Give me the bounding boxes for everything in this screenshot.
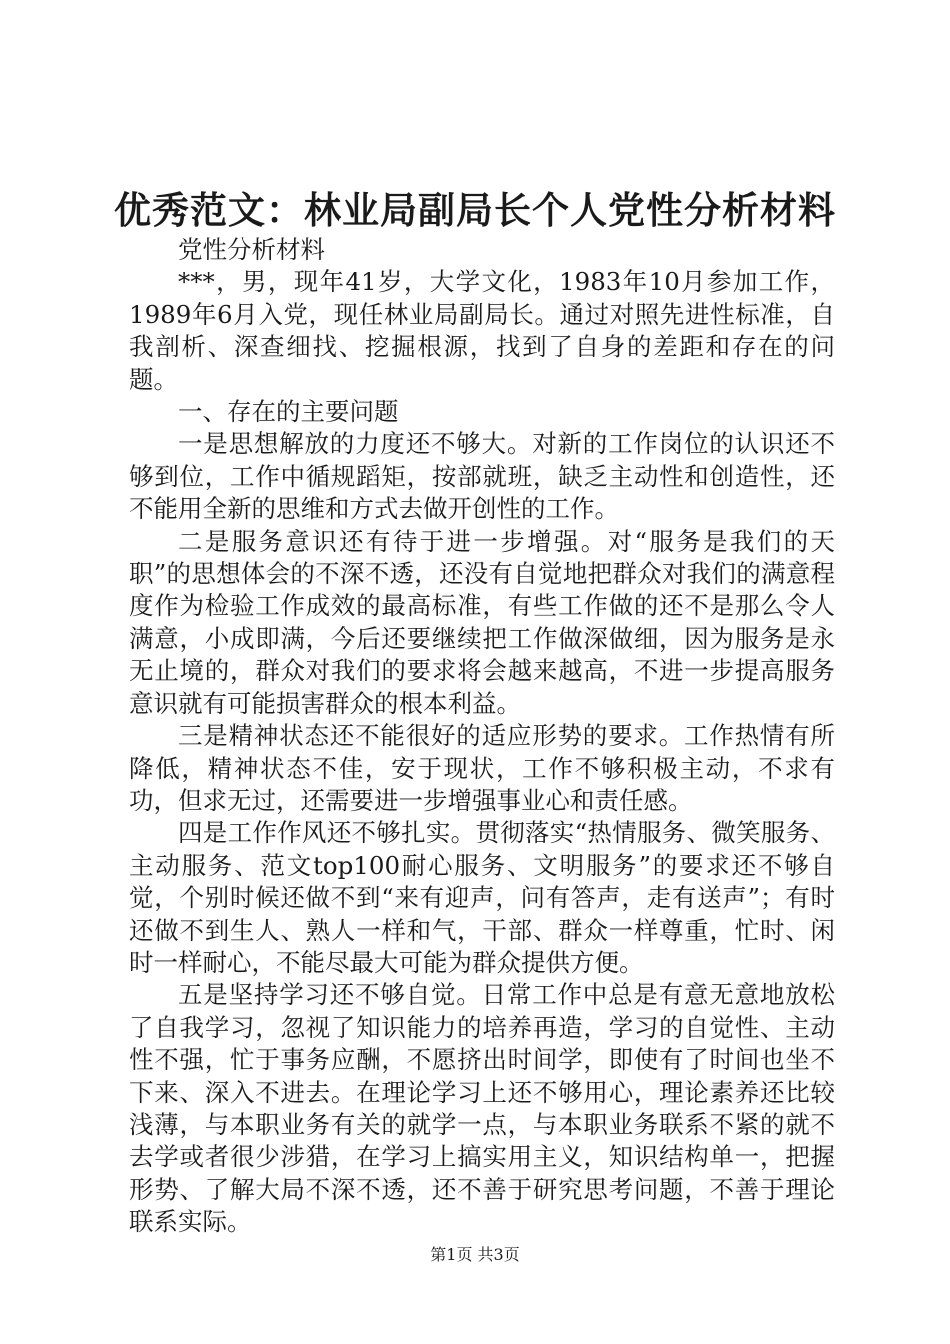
- paragraph-problem-4: 四是工作作风还不够扎实。贯彻落实“热情服务、微笑服务、主动服务、范文top100耐心服务、文明服务”的要求还不够自觉，个别时候还做不到“来有迎声，问有答声，走有送声”；有时还做不到生人、熟人一样和气，干部、群众一样尊重，忙时、闲时一样耐心，不能尽最大可能为群众提供方便。: [129, 818, 835, 977]
- page-number-footer: 第1页 共3页: [430, 1245, 520, 1264]
- section-heading-problems: 一、存在的主要问题: [178, 397, 399, 427]
- paragraph-problem-2: 二是服务意识还有待于进一步增强。对“服务是我们的天职”的思想体会的不深不透，还没有自觉地把群众对我们的满意程度作为检验工作成效的最高标准，有些工作做的还不是那么令人满意，小成即满，今后还要继续把工作做深做细，因为服务是永无止境的，群众对我们的要求将会越来越高，不进一步提高服务意识就有可能损害群众的根本利益。: [129, 526, 835, 718]
- paragraph-profile: ***，男，现年41岁，大学文化，1983年10月参加工作，1989年6月入党，现任林业局副局长。通过对照先进性标准，自我剖析、深查细找、挖掘根源，找到了自身的差距和存在的问题。: [129, 267, 835, 394]
- paragraph-subtitle: 党性分析材料: [178, 235, 325, 264]
- document-body: [129, 234, 835, 1239]
- paragraph-problem-1: 一是思想解放的力度还不够大。对新的工作岗位的认识还不够到位，工作中循规蹈矩，按部就班，缺乏主动性和创造性，还不能用全新的思维和方式去做开创性的工作。: [129, 429, 835, 524]
- paragraph-problem-5: 五是坚持学习还不够自觉。日常工作中总是有意无意地放松了自我学习，忽视了知识能力的培养再造，学习的自觉性、主动性不强，忙于事务应酬，不愿挤出时间学，即使有了时间也坐不下来、深入不进去。在理论学习上还不够用心，理论素养还比较浅薄，与本职业务有关的就学一点，与本职业务联系不紧的就不去学或者很少涉猎，在学习上搞实用主义，知识结构单一，把握形势、了解大局不深不透，还不善于研究思考问题，不善于理论联系实际。: [129, 980, 835, 1237]
- paragraph-problem-3: 三是精神状态还不能很好的适应形势的要求。工作热情有所降低，精神状态不佳，安于现状，工作不够积极主动，不求有功，但求无过，还需要进一步增强事业心和责任感。: [129, 721, 835, 815]
- document-title: 优秀范文：林业局副局长个人党性分析材料: [114, 188, 836, 232]
